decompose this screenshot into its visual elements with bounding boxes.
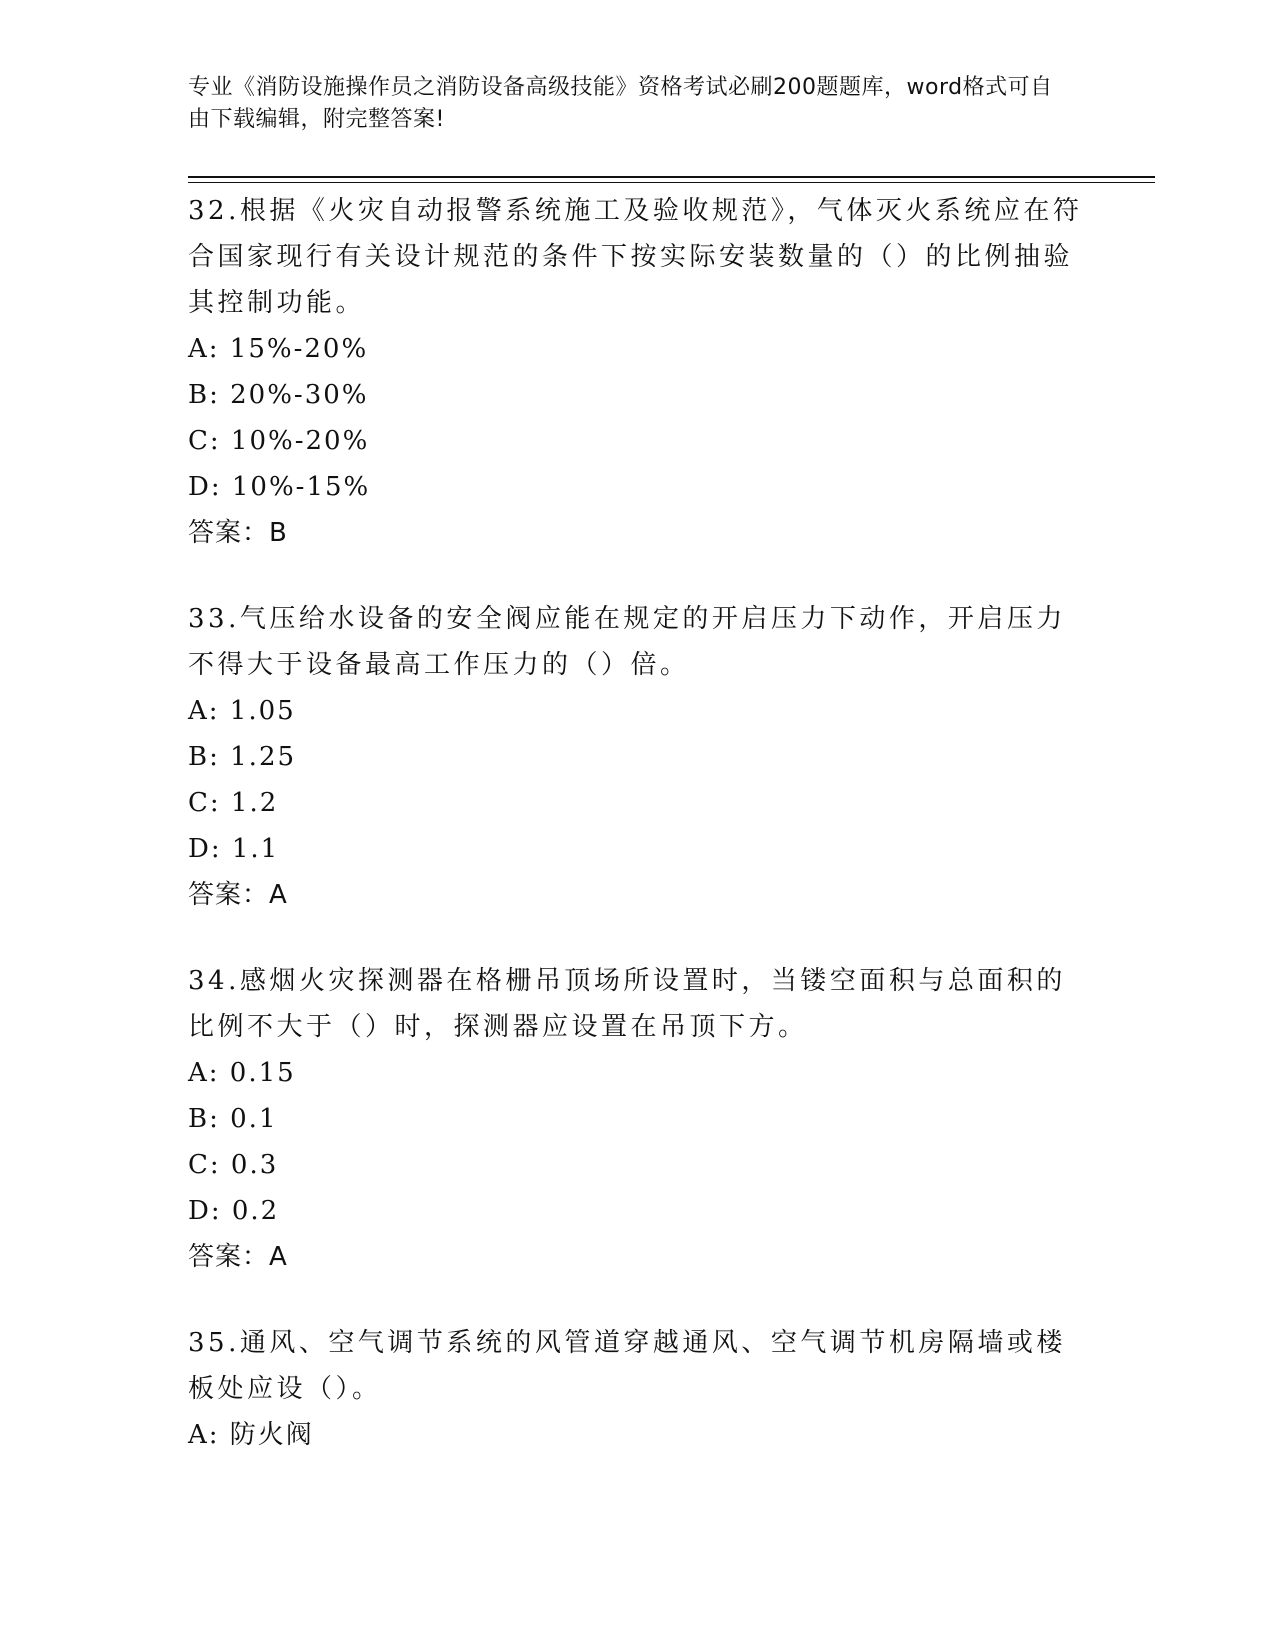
question-35	[188, 1320, 1088, 1458]
question-stem: 35.通风、空气调节系统的风管道穿越通风、空气调节机房隔墙或楼板处应设（）。	[188, 1328, 1066, 1404]
header-rule-thick	[188, 176, 1155, 178]
document-header: 专业《消防设施操作员之消防设备高级技能》资格考试必刷200题题库，word格式可自由下载编辑，附完整答案!	[188, 75, 1053, 132]
option-d: D: 1.1	[188, 834, 280, 864]
answer-label: 答案：B	[188, 518, 288, 548]
option-d: D: 10%-15%	[188, 472, 371, 502]
option-b: B: 20%-30%	[188, 380, 369, 410]
option-c: C: 1.2	[188, 788, 279, 818]
option-a: A: 0.15	[188, 1058, 296, 1088]
option-a: A: 15%-20%	[188, 334, 369, 364]
question-stem: 33.气压给水设备的安全阀应能在规定的开启压力下动作，开启压力不得大于设备最高工作压力的（）倍。	[188, 604, 1066, 680]
question-stem: 32.根据《火灾自动报警系统施工及验收规范》，气体灭火系统应在符合国家现行有关设计规范的条件下按实际安装数量的（）的比例抽验其控制功能。	[188, 196, 1083, 318]
option-b: B: 0.1	[188, 1104, 278, 1134]
option-c: C: 0.3	[188, 1150, 279, 1180]
question-32	[188, 188, 1088, 556]
header-rule-thin	[188, 182, 1155, 183]
question-34	[188, 958, 1088, 1280]
question-33	[188, 596, 1088, 918]
option-a: A: 防火阀	[188, 1420, 314, 1450]
option-b: B: 1.25	[188, 742, 297, 772]
question-stem: 34.感烟火灾探测器在格栅吊顶场所设置时，当镂空面积与总面积的比例不大于（）时，探测器应设置在吊顶下方。	[188, 966, 1066, 1042]
answer-label: 答案：A	[188, 880, 288, 910]
option-d: D: 0.2	[188, 1196, 280, 1226]
answer-label: 答案：A	[188, 1242, 288, 1272]
question-list	[188, 188, 1088, 1498]
option-a: A: 1.05	[188, 696, 296, 726]
option-c: C: 10%-20%	[188, 426, 370, 456]
